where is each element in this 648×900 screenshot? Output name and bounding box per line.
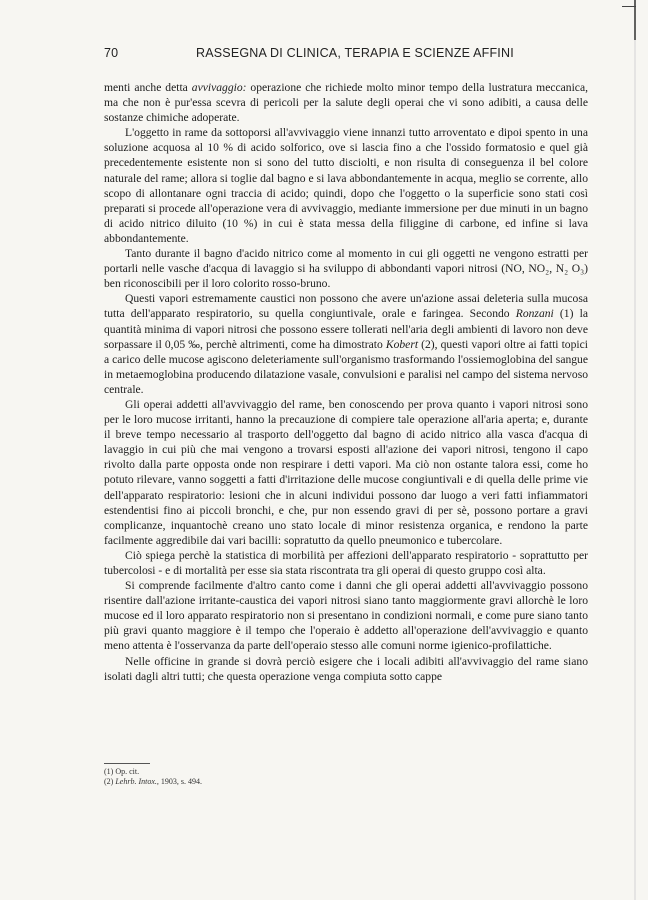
paragraph (104, 548, 588, 578)
italic-text: avvivaggio: (191, 81, 247, 94)
italic-text: Lehrb. Intox. (115, 777, 157, 786)
paragraph (104, 291, 588, 397)
text-run: (2), questi vapori oltre ai fatti topici a carico delle mucose agiscono deleteriamente sull'organismo trasformando l'ossiemoglobina del sangue in metaemoglobina producendo dilatazione vasale, convulsioni e paralisi nel campo del sistema nervoso centrale. (104, 337, 588, 396)
footnote (104, 777, 404, 787)
paragraph (104, 397, 588, 548)
text-run: Ciò spiega perchè la statistica di morbilità per affezioni dell'apparato respiratorio - soprattutto per tubercolosi - e di mortalità per esse sia stata riscontrata tra gli operai di questo gruppo così alta. (104, 548, 588, 577)
journal-title: RASSEGNA DI CLINICA, TERAPIA E SCIENZE AFFINI (196, 46, 514, 60)
paragraph (104, 246, 588, 291)
body-text (104, 80, 588, 684)
text-run: Si comprende facilmente d'altro canto come i danni che gli operai addetti all'avvivaggio possono risentire dall'azione irritante-caustica dei vapori nitrosi siano tanto maggiormente gravi allorchè le loro mucose ed il loro apparato respiratorio non si presentano in condizioni normali, e come pure siano tanto più gravi quanto maggiore è il tempo che l'operaio è addetto all'operazione dell'avvivaggio e quanto meno attenta è l'osservanza da parte dell'operaio stesso alle comuni norme igienico-profilattiche. (104, 579, 588, 653)
page-edge-tick (622, 6, 636, 7)
paragraph (104, 578, 588, 653)
footnote (104, 767, 404, 777)
text-run: , 1903, s. 494. (156, 777, 203, 786)
footnote-rule (104, 763, 150, 764)
paragraph (104, 80, 588, 125)
text-run: (1) Op. cit. (104, 767, 140, 776)
running-header (104, 46, 588, 66)
footnotes (104, 767, 404, 787)
text-run: menti anche detta (104, 81, 192, 94)
text-run: Questi vapori estremamente caustici non possono che avere un'azione assai deleteria sulla mucosa tutta dell'apparato respiratorio, su quella congiuntivale, orale e faringea. Secondo (104, 292, 588, 321)
text-run: Gli operai addetti all'avvivaggio del rame, ben conoscendo per prova quanto i vapori nitrosi sono per le loro mucose irritanti, hanno la precauzione di compiere tale operazione all'aria aperta; e, durante il breve tempo necessario al trasporto dell'oggetto dal bagno di acido nitrico alla vasca d'acqua di lavaggio in cui più che mai vengono a trovarsi esposti all'azione dei vapori nitrosi, tengono il capo rivolto dalla parte opposta onde non respirare i detti vapori. Ma ciò non ostante talora essi, come ho potuto rilevare, vanno soggetti a fatti d'irritazione delle mucose congiuntivali e di quella delle prime vie dell'apparato respiratorio: lesioni che in alcuni individui possono dar luogo a veri fatti infiammatori estendentisi fino ai piccoli bronchi, e che, pur non essendo gravi di per sè, possono portare a gravi complicanze, inquantochè creano uno stato locale di minor resistenza organica, e rendono la parte facilmente aggredibile dai vari bacilli: sopratutto da quello pneumonico e tubercolare. (104, 397, 588, 547)
text-run: (2) (104, 777, 116, 786)
text-run: Nelle officine in grande si dovrà perciò esigere che i locali adibiti all'avvivaggio del rame siano isolati dagli altri tutti; che questa operazione venga compiuta sotto cappe (104, 654, 588, 683)
page-number: 70 (104, 46, 119, 60)
paragraph (104, 654, 588, 684)
text-run: Tanto durante il bagno d'acido nitrico come al momento in cui gli oggetti ne vengono estratti per portarli nelle vasche d'acqua di lavaggio si ha sviluppo di abbondanti vapori nitrosi (NO, NO₂, N₂ O₃) ben riconoscibili per il loro colorito rosso-bruno. (104, 247, 588, 291)
text-run: L'oggetto in rame da sottoporsi all'avvivaggio viene innanzi tutto arroventato e dipoi spento in una soluzione acquosa al 10 % di acido solforico, ove si lascia fino a che l'ossido formatosio e quel già precedentemente esistente non si sono del tutto disciolti, e non risulta di conseguenza il bel colore naturale del rame; allora si toglie dal bagno e si lava abbondantemente in acqua, meglio se corrente, allo scopo di allontanare ogni traccia di acido; quindi, dopo che l'oggetto o la superficie sono stati così preparati si procede all'operazione vera di avvivaggio, mediante immersione per due minuti in un bagno di acido nitrico diluito (10 %) in cui è stata messa della filiggine di carbone, ed infine si lava abbondantemente. (104, 126, 588, 245)
page-edge-line (634, 0, 636, 900)
paragraph (104, 125, 588, 246)
italic-text: Ronzani (515, 307, 554, 321)
text-run: operazione che richiede molto minor tempo della lustratura meccanica, ma che non è pur'essa scevra di pericoli per la salute degli operai che vi sono adibiti, a causa delle sostanze chimiche adoperate. (104, 81, 588, 125)
italic-text: Kobert (385, 337, 419, 351)
text-run: (1) la quantità minima di vapori nitrosi che possono essere tollerati nell'aria degli ambienti di lavoro non deve sorpassare il 0,05 ‰, perchè altrimenti, come ha dimostrato (104, 307, 588, 351)
